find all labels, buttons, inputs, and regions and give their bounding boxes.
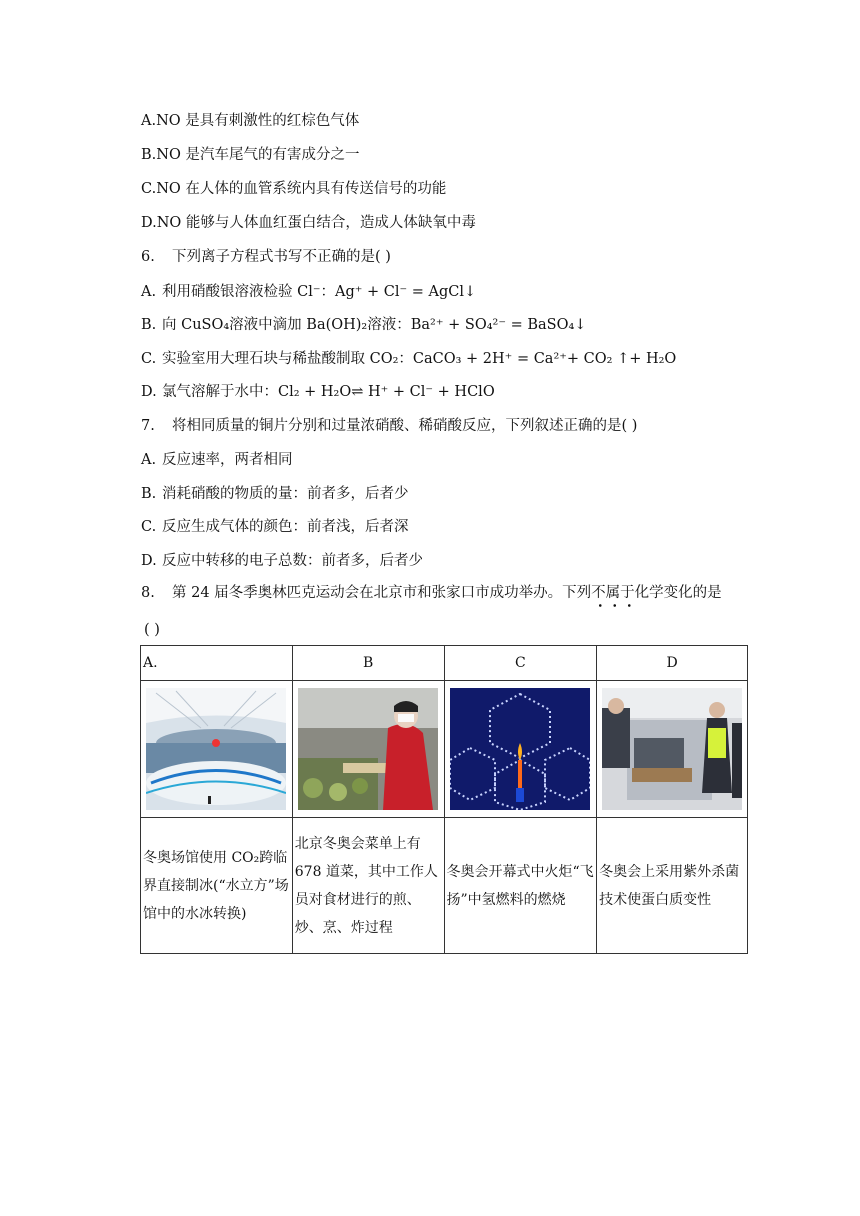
- q6-number: 6.: [141, 249, 155, 265]
- q8-number: 8.: [141, 585, 155, 601]
- q5-option-b: B.NO 是汽车尾气的有害成分之一: [141, 147, 360, 163]
- option-d-description: 冬奥会上采用紫外杀菌技术使蛋白质变性: [597, 818, 748, 954]
- q6-option-b: B. 向 CuSO₄溶液中滴加 Ba(OH)₂溶液：Ba²⁺ + SO₄²⁻ = BaSO₄↓: [141, 317, 587, 333]
- header-c: C: [444, 646, 597, 681]
- q8-stem: 8. 第 24 届冬季奥林匹克运动会在北京市和张家口市成功举办。下列不属于化学变化的是: [141, 585, 722, 601]
- option-b-description: 北京冬奥会菜单上有 678 道菜，其中工作人员对食材进行的煎、炒、烹、炸过程: [292, 818, 444, 954]
- q7-number: 7.: [141, 418, 155, 434]
- table-image-row: [141, 681, 748, 818]
- q6-option-c: C. 实验室用大理石块与稀盐酸制取 CO₂：CaCO₃ + 2H⁺ = Ca²⁺+ CO₂ ↑+ H₂O: [141, 351, 677, 367]
- q6-stem: [141, 247, 391, 267]
- q6-option-a: A. 利用硝酸银溶液检验 Cl⁻：Ag⁺ + Cl⁻ = AgCl↓: [141, 284, 477, 300]
- q7-option-a: A. 反应速率，两者相同: [141, 452, 293, 468]
- q8-options-table: [140, 645, 748, 954]
- equation: Ba²⁺ + SO₄²⁻ = BaSO₄↓: [410, 317, 587, 333]
- q6-stem-text: 下列离子方程式书写不正确的是( ): [172, 249, 391, 265]
- q7-option-c: C. 反应生成气体的颜色：前者浅，后者深: [141, 519, 409, 535]
- option-c-description: 冬奥会开幕式中火炬“飞扬”中氢燃料的燃烧: [444, 818, 597, 954]
- option-a-description: 冬奥场馆使用 CO₂跨临界直接制冰(“水立方”场馆中的水冰转换): [141, 818, 293, 954]
- q6-option-d: D. 氯气溶解于水中：Cl₂ + H₂O⇌ H⁺ + Cl⁻ + HClO: [141, 384, 495, 400]
- header-d: D: [597, 646, 748, 681]
- q7-stem-text: 将相同质量的铜片分别和过量浓硝酸、稀硝酸反应，下列叙述正确的是( ): [172, 418, 638, 434]
- q5-option-c: C.NO 在人体的血管系统内具有传送信号的功能: [141, 181, 447, 197]
- q8-answer-paren: ( ): [144, 622, 160, 638]
- equation: CaCO₃ + 2H⁺ = Ca²⁺+ CO₂ ↑+ H₂O: [412, 351, 677, 367]
- header-b: B: [292, 646, 444, 681]
- torch-snowflake-photo: [450, 688, 590, 810]
- q7-option-b: B. 消耗硝酸的物质的量：前者多，后者少: [141, 486, 409, 502]
- emphasis-not: 不属于: [591, 585, 635, 601]
- q7-option-d: D. 反应中转移的电子总数：前者多，后者少: [141, 553, 423, 569]
- speed-skating-oval-photo: [146, 688, 286, 810]
- equation: Cl₂ + H₂O⇌ H⁺ + Cl⁻ + HClO: [278, 384, 495, 400]
- q5-option-a: A.NO 是具有刺激性的红棕色气体: [141, 113, 360, 129]
- table-description-row: [141, 818, 748, 954]
- table-header-row: [141, 646, 748, 681]
- header-a: A.: [141, 646, 293, 681]
- equation: Ag⁺ + Cl⁻ = AgCl↓: [335, 284, 477, 300]
- q7-stem: [141, 416, 637, 436]
- uv-sterilization-photo: [602, 688, 742, 810]
- kitchen-worker-photo: [298, 688, 438, 810]
- q5-option-d: D.NO 能够与人体血红蛋白结合，造成人体缺氧中毒: [141, 215, 476, 231]
